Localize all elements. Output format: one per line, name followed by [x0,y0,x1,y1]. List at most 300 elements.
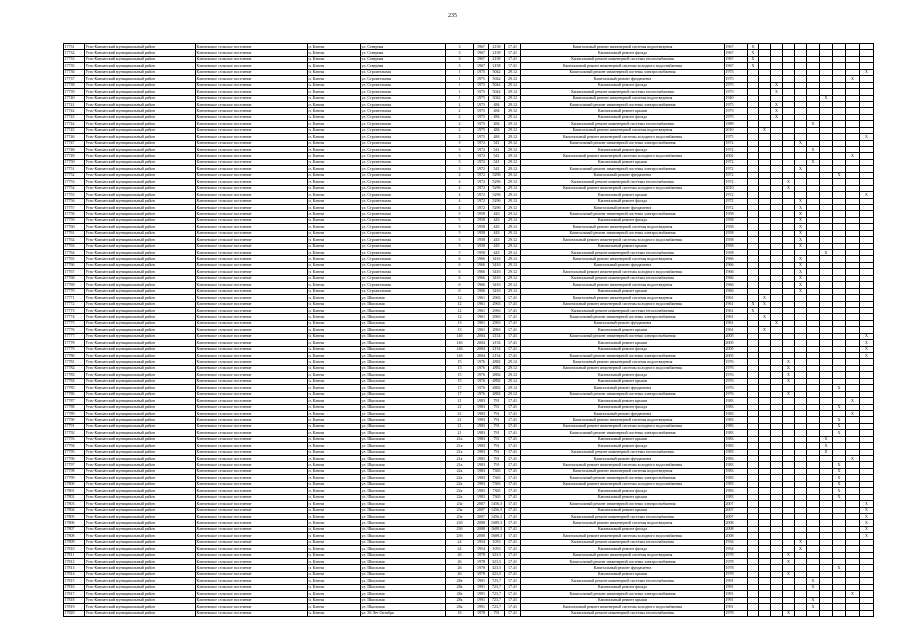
cell-locality: п. Ключи [308,301,361,307]
cell-locality: п. Ключи [308,456,361,462]
cell-area: 2154 [489,340,505,346]
cell-id: 17815 [64,578,85,584]
cell-id: 17747 [64,140,85,146]
cell-area: 323,5 [489,571,505,577]
cell-id: 17788 [64,404,85,410]
cell-house: 6 [446,256,474,262]
cell-mark: X [860,513,874,519]
cell-area: 484 [489,134,505,140]
cell-settlement: Ключевское сельское поселение [196,340,308,346]
cell-work: Капитальный ремонт фасада [521,546,725,552]
cell-year: 1976 [474,391,489,397]
cell-id: 17816 [64,584,85,590]
cell-house: 6 [446,275,474,281]
cell-street: ул. Школьная [361,378,446,384]
cell-house: 22а [446,488,474,494]
cell-locality: п. Ключи [308,192,361,198]
cell-area: 4882 [489,391,505,397]
cell-repair-year: 1983 [725,481,748,487]
cell-cost: 29.12 [505,134,521,140]
cell-house: 26 [446,552,474,558]
cell-locality: п. Ключи [308,359,361,365]
cell-year: 1991 [474,604,489,610]
cell-street: ул. Школьная [361,552,446,558]
cell-district: Усть-Камчатский муниципальный район [85,44,196,50]
cell-settlement: Ключевское сельское поселение [196,584,308,590]
cell-street: ул. Школьная [361,456,446,462]
cell-cost: 29.12 [505,69,521,75]
cell-street: ул. Школьная [361,436,446,442]
cell-mark: X [820,449,833,455]
cell-settlement: Ключевское сельское поселение [196,89,308,95]
cell-mark: X [795,256,807,262]
cell-street: ул. Северная [361,50,446,56]
cell-locality: п. Ключи [308,230,361,236]
cell-id: 17787 [64,398,85,404]
cell-repair-year: 1967 [725,50,748,56]
cell-settlement: Ключевское сельское поселение [196,410,308,416]
cell-mark: X [795,275,807,281]
cell-house: 2 [446,101,474,107]
cell-work: Капитальный ремонт инженерной системы электроснабжения [521,230,725,236]
cell-cost: 17.41 [505,501,521,507]
cell-locality: п. Ключи [308,385,361,391]
cell-house: 6 [446,282,474,288]
cell-repair-year: 1983 [725,475,748,481]
cell-year: 1975 [474,95,489,101]
cell-mark: X [771,114,783,120]
cell-area: 723,7 [489,578,505,584]
cell-year: 1976 [474,365,489,371]
cell-id: 17817 [64,591,85,597]
cell-year: 1983 [474,481,489,487]
cell-house: 23а [446,513,474,519]
cell-house: 21а [446,462,474,468]
cell-mark: X [783,610,795,616]
cell-area: 541 [489,159,505,165]
cell-district: Усть-Камчатский муниципальный район [85,63,196,69]
cell-district: Усть-Камчатский муниципальный район [85,327,196,333]
cell-district: Усть-Камчатский муниципальный район [85,353,196,359]
cell-street: ул. Школьная [361,475,446,481]
cell-mark: X [833,475,846,481]
cell-mark: X [795,224,807,230]
cell-repair-year: 1972 [725,192,748,198]
cell-cost: 17.41 [505,494,521,500]
cell-id: 17767 [64,269,85,275]
cell-work: Капитальный ремонт крыши [521,436,725,442]
cell-house: 24 [446,546,474,552]
cell-repair-year: 2007 [725,501,748,507]
cell-house: 21а [446,436,474,442]
cell-settlement: Ключевское сельское поселение [196,282,308,288]
cell-locality: п. Ключи [308,481,361,487]
cell-year: 1972 [474,159,489,165]
cell-locality: п. Ключи [308,262,361,268]
cell-house: 22а [446,481,474,487]
cell-repair-year: 1976 [725,385,748,391]
cell-district: Усть-Камчатский муниципальный район [85,153,196,159]
cell-district: Усть-Камчатский муниципальный район [85,513,196,519]
cell-area: 323,5 [489,565,505,571]
cell-settlement: Ключевское сельское поселение [196,147,308,153]
cell-area: 723,7 [489,591,505,597]
cell-district: Усть-Камчатский муниципальный район [85,610,196,616]
cell-year: 1958 [474,250,489,256]
cell-work: Капитальный ремонт инженерной системы водоотведения [521,256,725,262]
cell-house: 26 [446,565,474,571]
cell-cost: 17.41 [505,591,521,597]
cell-locality: п. Ключи [308,282,361,288]
cell-house: 1 [446,89,474,95]
cell-mark: X [807,121,820,127]
cell-id: 17808 [64,533,85,539]
cell-id: 17791 [64,423,85,429]
cell-settlement: Ключевское сельское поселение [196,430,308,436]
cell-area: 484 [489,121,505,127]
cell-house: 14б [446,340,474,346]
cell-settlement: Ключевское сельское поселение [196,398,308,404]
cell-street: ул. Строительная [361,262,446,268]
cell-id: 17748 [64,147,85,153]
cell-work: Капитальный ремонт инженерной системы холодного водоснабжения [521,423,725,429]
cell-settlement: Ключевское сельское поселение [196,565,308,571]
cell-area: 443 [489,243,505,249]
cell-cost: 29.12 [505,153,521,159]
cell-repair-year: 2007 [725,507,748,513]
cell-street: ул. Строительная [361,159,446,165]
cell-work: Капитальный ремонт инженерной системы теплоснабжения [521,121,725,127]
cell-cost: 29.12 [505,275,521,281]
cell-area: 791 [489,449,505,455]
cell-settlement: Ключевское сельское поселение [196,185,308,191]
cell-repair-year: 1958 [725,243,748,249]
cell-mark [771,610,783,616]
cell-mark: X [748,301,759,307]
cell-street: ул. Строительная [361,204,446,210]
cell-settlement: Ключевское сельское поселение [196,307,308,313]
cell-mark: X [833,385,846,391]
cell-area: 791 [489,436,505,442]
cell-locality: п. Ключи [308,494,361,500]
cell-repair-year: 1958 [725,217,748,223]
cell-area: 4882 [489,359,505,365]
cell-work: Капитальный ремонт инженерной системы теплоснабжения [521,513,725,519]
cell-id: 17745 [64,127,85,133]
cell-work: Капитальный ремонт инженерной системы холодного водоснабжения [521,185,725,191]
cell-id: 17785 [64,385,85,391]
cell-work: Капитальный ремонт крыши [521,398,725,404]
cell-work: Капитальный ремонт инженерной системы электроснабжения [521,101,725,107]
cell-settlement: Ключевское сельское поселение [196,288,308,294]
cell-locality: п. Ключи [308,185,361,191]
cell-house: 1 [446,95,474,101]
cell-house: 17 [446,391,474,397]
cell-year: 1983 [474,423,489,429]
cell-id: 17804 [64,507,85,513]
cell-id: 17813 [64,565,85,571]
cell-year: 1958 [474,230,489,236]
cell-repair-year: 1975 [725,89,748,95]
cell-district: Усть-Камчатский муниципальный район [85,147,196,153]
cell-locality: п. Ключи [308,410,361,416]
cell-cost: 29.12 [505,108,521,114]
cell-work: Капитальный ремонт инженерной системы холодного водоснабжения [521,462,725,468]
cell-locality: п. Ключи [308,114,361,120]
cell-mark: X [759,314,771,320]
cell-settlement: Ключевское сельское поселение [196,546,308,552]
cell-cost: 29.12 [505,378,521,384]
cell-mark: X [771,101,783,107]
cell-cost: 17.41 [505,430,521,436]
cell-work: Капитальный ремонт инженерной системы водоотведения [521,359,725,365]
cell-year: 1976 [474,359,489,365]
cell-repair-year: 1983 [725,398,748,404]
cell-cost: 29.12 [505,269,521,275]
cell-street: ул. Строительная [361,243,446,249]
cell-district: Усть-Камчатский муниципальный район [85,372,196,378]
cell-street: ул. Школьная [361,404,446,410]
cell-area: 5296 [489,185,505,191]
cell-year: 1966 [474,282,489,288]
cell-mark: X [771,89,783,95]
cell-cost: 17.41 [505,423,521,429]
cell-repair-year: 1975 [725,108,748,114]
cell-district: Усть-Камчатский муниципальный район [85,520,196,526]
cell-street: ул. Школьная [361,462,446,468]
cell-cost: 29.12 [505,159,521,165]
cell-cost: 29.12 [505,204,521,210]
cell-district: Усть-Камчатский муниципальный район [85,198,196,204]
cell-id: 17744 [64,121,85,127]
cell-year: 1978 [474,610,489,616]
cell-id: 17757 [64,204,85,210]
cell-mark: X [783,559,795,565]
cell-repair-year: 1961 [725,307,748,313]
cell-repair-year: 1967 [725,63,748,69]
cell-repair-year: 1966 [725,256,748,262]
cell-cost: 17.41 [505,546,521,552]
cell-street: ул. Строительная [361,217,446,223]
cell-repair-year: 1961 [725,301,748,307]
cell-settlement: Ключевское сельское поселение [196,391,308,397]
cell-repair-year: 2010 [725,127,748,133]
cell-district: Усть-Камчатский муниципальный район [85,179,196,185]
cell-settlement: Ключевское сельское поселение [196,559,308,565]
cell-cost: 17.41 [505,443,521,449]
cell-year: 1983 [474,436,489,442]
cell-area: 2963 [489,301,505,307]
cell-district: Усть-Камчатский муниципальный район [85,468,196,474]
cell-house: 2 [446,108,474,114]
cell-year: 1972 [474,166,489,172]
cell-repair-year: 1991 [725,597,748,603]
cell-repair-year: 2005 [725,333,748,339]
cell-area: 2158 [489,44,505,50]
cell-work: Капитальный ремонт инженерной системы теплоснабжения [521,56,725,62]
cell-work: Капитальный ремонт крыши [521,327,725,333]
cell-repair-year: 1972 [725,204,748,210]
cell-work: Капитальный ремонт фасада [521,82,725,88]
cell-mark: X [759,301,771,307]
cell-mark: X [833,423,846,429]
cell-locality: п. Ключи [308,333,361,339]
cell-locality: п. Ключи [308,101,361,107]
cell-cost: 17.41 [505,468,521,474]
cell-id: 17771 [64,295,85,301]
cell-settlement: Ключевское сельское поселение [196,82,308,88]
cell-repair-year: 1972 [725,198,748,204]
cell-mark: X [748,307,759,313]
cell-mark: X [759,295,771,301]
cell-locality: п. Ключи [308,307,361,313]
cell-locality: п. Ключи [308,468,361,474]
cell-repair-year: 1966 [725,269,748,275]
cell-street: ул. Строительная [361,140,446,146]
cell-repair-year: 1958 [725,230,748,236]
cell-house: 16 [446,610,474,616]
cell-mark: X [795,217,807,223]
cell-year: 1978 [474,571,489,577]
cell-id: 17766 [64,262,85,268]
cell-id: 17746 [64,134,85,140]
cell-cost: 17.41 [505,507,521,513]
cell-cost: 17.41 [505,63,521,69]
cell-id: 17803 [64,501,85,507]
cell-district: Усть-Камчатский муниципальный район [85,56,196,62]
cell-settlement: Ключевское сельское поселение [196,108,308,114]
cell-id: 17733 [64,56,85,62]
cell-year: 1975 [474,89,489,95]
cell-locality: п. Ключи [308,153,361,159]
cell-cost: 17.41 [505,307,521,313]
cell-area: 7365 [489,494,505,500]
cell-year: 2008 [474,533,489,539]
cell-district: Усть-Камчатский муниципальный район [85,172,196,178]
cell-id: 17807 [64,526,85,532]
cell-street: ул. Строительная [361,127,446,133]
cell-mark: X [807,578,820,584]
cell-house: 5 [446,217,474,223]
cell-settlement: Ключевское сельское поселение [196,50,308,56]
cell-district: Усть-Камчатский муниципальный район [85,185,196,191]
cell-cost: 17.41 [505,513,521,519]
cell-id: 17743 [64,114,85,120]
cell-work: Капитальный ремонт инженерной системы теплоснабжения [521,179,725,185]
cell-settlement: Ключевское сельское поселение [196,578,308,584]
cell-year: 1983 [474,462,489,468]
cell-work: Капитальный ремонт фасада [521,346,725,352]
cell-district: Усть-Камчатский муниципальный район [85,159,196,165]
cell-id: 17759 [64,217,85,223]
cell-house: 21 [446,410,474,416]
cell-year: 1966 [474,288,489,294]
cell-work: Капитальный ремонт инженерной системы водоотведения [521,44,725,50]
cell-cost: 17.41 [505,462,521,468]
cell-house: 28а [446,584,474,590]
cell-locality: п. Ключи [308,44,361,50]
cell-house: 23б [446,526,474,532]
cell-house: 14б [446,353,474,359]
cell-work: Капитальный ремонт инженерной системы водоотведения [521,127,725,133]
cell-locality: п. Ключи [308,134,361,140]
cell-mark: X [807,597,820,603]
cell-district: Усть-Камчатский муниципальный район [85,230,196,236]
cell-cost: 17.41 [505,578,521,584]
cell-repair-year: 1966 [725,275,748,281]
cell-house: 21 [446,404,474,410]
cell-settlement: Ключевское сельское поселение [196,127,308,133]
cell-year: 1961 [474,295,489,301]
cell-id: 17783 [64,372,85,378]
cell-mark: X [783,185,795,191]
cell-work: Капитальный ремонт фасада [521,584,725,590]
cell-settlement: Ключевское сельское поселение [196,597,308,603]
cell-cost: 17.41 [505,333,521,339]
cell-work: Капитальный ремонт фасада [521,198,725,204]
cell-settlement: Ключевское сельское поселение [196,591,308,597]
cell-house: 5 [446,237,474,243]
cell-area: 791 [489,417,505,423]
cell-cost: 29.12 [505,101,521,107]
cell-year: 1972 [474,172,489,178]
cell-district: Усть-Камчатский муниципальный район [85,301,196,307]
cell-district: Усть-Камчатский муниципальный район [85,565,196,571]
cell-area: 791 [489,456,505,462]
cell-house: 24 [446,539,474,545]
cell-locality: п. Ключи [308,591,361,597]
cell-settlement: Ключевское сельское поселение [196,552,308,558]
cell-area: 443 [489,250,505,256]
cell-house: 3 [446,166,474,172]
cell-year: 1972 [474,185,489,191]
cell-area: 5296 [489,192,505,198]
cell-year: 1983 [474,398,489,404]
cell-street: ул. Строительная [361,192,446,198]
cell-id: 17790 [64,417,85,423]
cell-house: 28а [446,604,474,610]
cell-mark [846,610,860,616]
cell-mark: X [807,584,820,590]
cell-repair-year: 1958 [725,237,748,243]
cell-id: 17814 [64,571,85,577]
cell-district: Усть-Камчатский муниципальный район [85,95,196,101]
cell-work: Капитальный ремонт фундамента [521,76,725,82]
cell-district: Усть-Камчатский муниципальный район [85,166,196,172]
cell-area: 2158 [489,50,505,56]
page-number: 235 [448,13,457,19]
cell-work: Капитальный ремонт фасада [521,404,725,410]
cell-cost: 17.41 [505,449,521,455]
cell-area: 484 [489,127,505,133]
cell-mark: X [783,571,795,577]
cell-year: 1983 [474,417,489,423]
cell-settlement: Ключевское сельское поселение [196,134,308,140]
cell-id: 17739 [64,89,85,95]
cell-locality: п. Ключи [308,76,361,82]
cell-area: 723,7 [489,597,505,603]
cell-id: 17752 [64,172,85,178]
cell-street: ул. Строительная [361,275,446,281]
cell-house: 6 [446,288,474,294]
cell-cost: 17.41 [505,404,521,410]
cell-mark: X [783,179,795,185]
cell-year: 1975 [474,134,489,140]
cell-work: Капитальный ремонт инженерной системы электроснабжения [521,333,725,339]
cell-year: 1983 [474,456,489,462]
cell-district: Усть-Камчатский муниципальный район [85,140,196,146]
cell-work: Капитальный ремонт инженерной системы холодного водоснабжения [521,153,725,159]
